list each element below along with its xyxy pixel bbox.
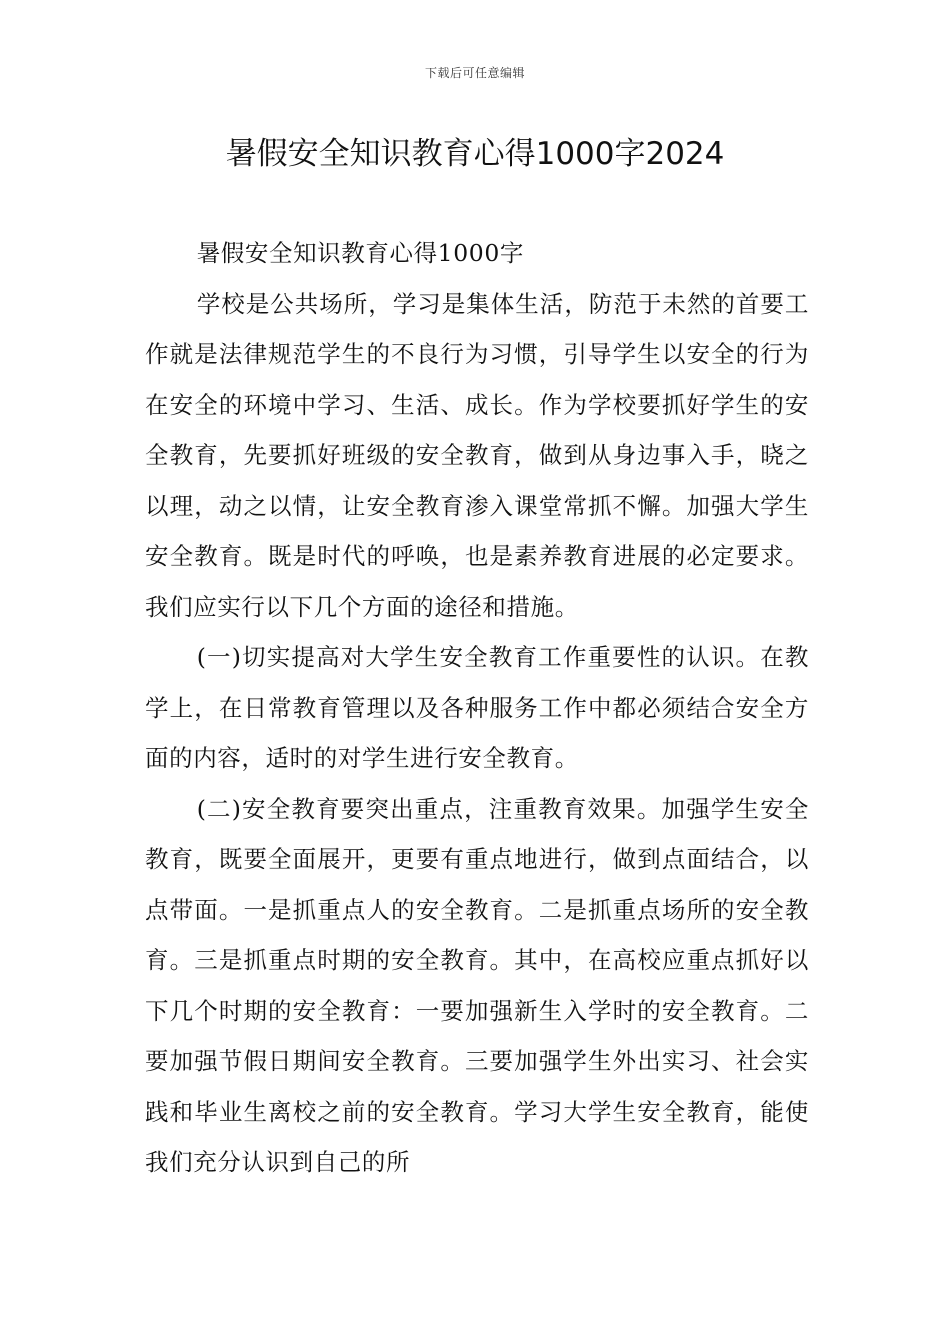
document-body (145, 228, 809, 1188)
paragraph-intro: 学校是公共场所，学习是集体生活，防范于未然的首要工作就是法律规范学生的不良行为习惯，引导学生以安全的行为在安全的环境中学习、生活、成长。作为学校要抓好学生的安全教育，先要抓好班级的安全教育，做到从身边事入手，晓之以理，动之以情，让安全教育渗入课堂常抓不懈。加强大学生安全教育。既是时代的呼唤，也是素养教育进展的必定要求。我们应实行以下几个方面的途径和措施。 (145, 289, 809, 621)
document-title: 暑假安全知识教育心得1000字2024 (225, 136, 725, 172)
paragraph-point-1: (一)切实提高对大学生安全教育工作重要性的认识。在教学上，在日常教育管理以及各种服务工作中都必须结合安全方面的内容，适时的对学生进行安全教育。 (145, 643, 809, 772)
paragraph-subtitle: 暑假安全知识教育心得1000字 (196, 239, 524, 267)
paragraph-point-2: (二)安全教育要突出重点，注重教育效果。加强学生安全教育，既要全面展开，更要有重点地进行，做到点面结合，以点带面。一是抓重点人的安全教育。二是抓重点场所的安全教育。三是抓重点时期的安全教育。其中，在高校应重点抓好以下几个时期的安全教育：一要加强新生入学时的安全教育。二要加强节假日期间安全教育。三要加强学生外出实习、社会实践和毕业生离校之前的安全教育。学习大学生安全教育，能使我们充分认识到自己的所 (145, 794, 809, 1176)
header-note: 下载后可任意编辑 (424, 66, 525, 80)
